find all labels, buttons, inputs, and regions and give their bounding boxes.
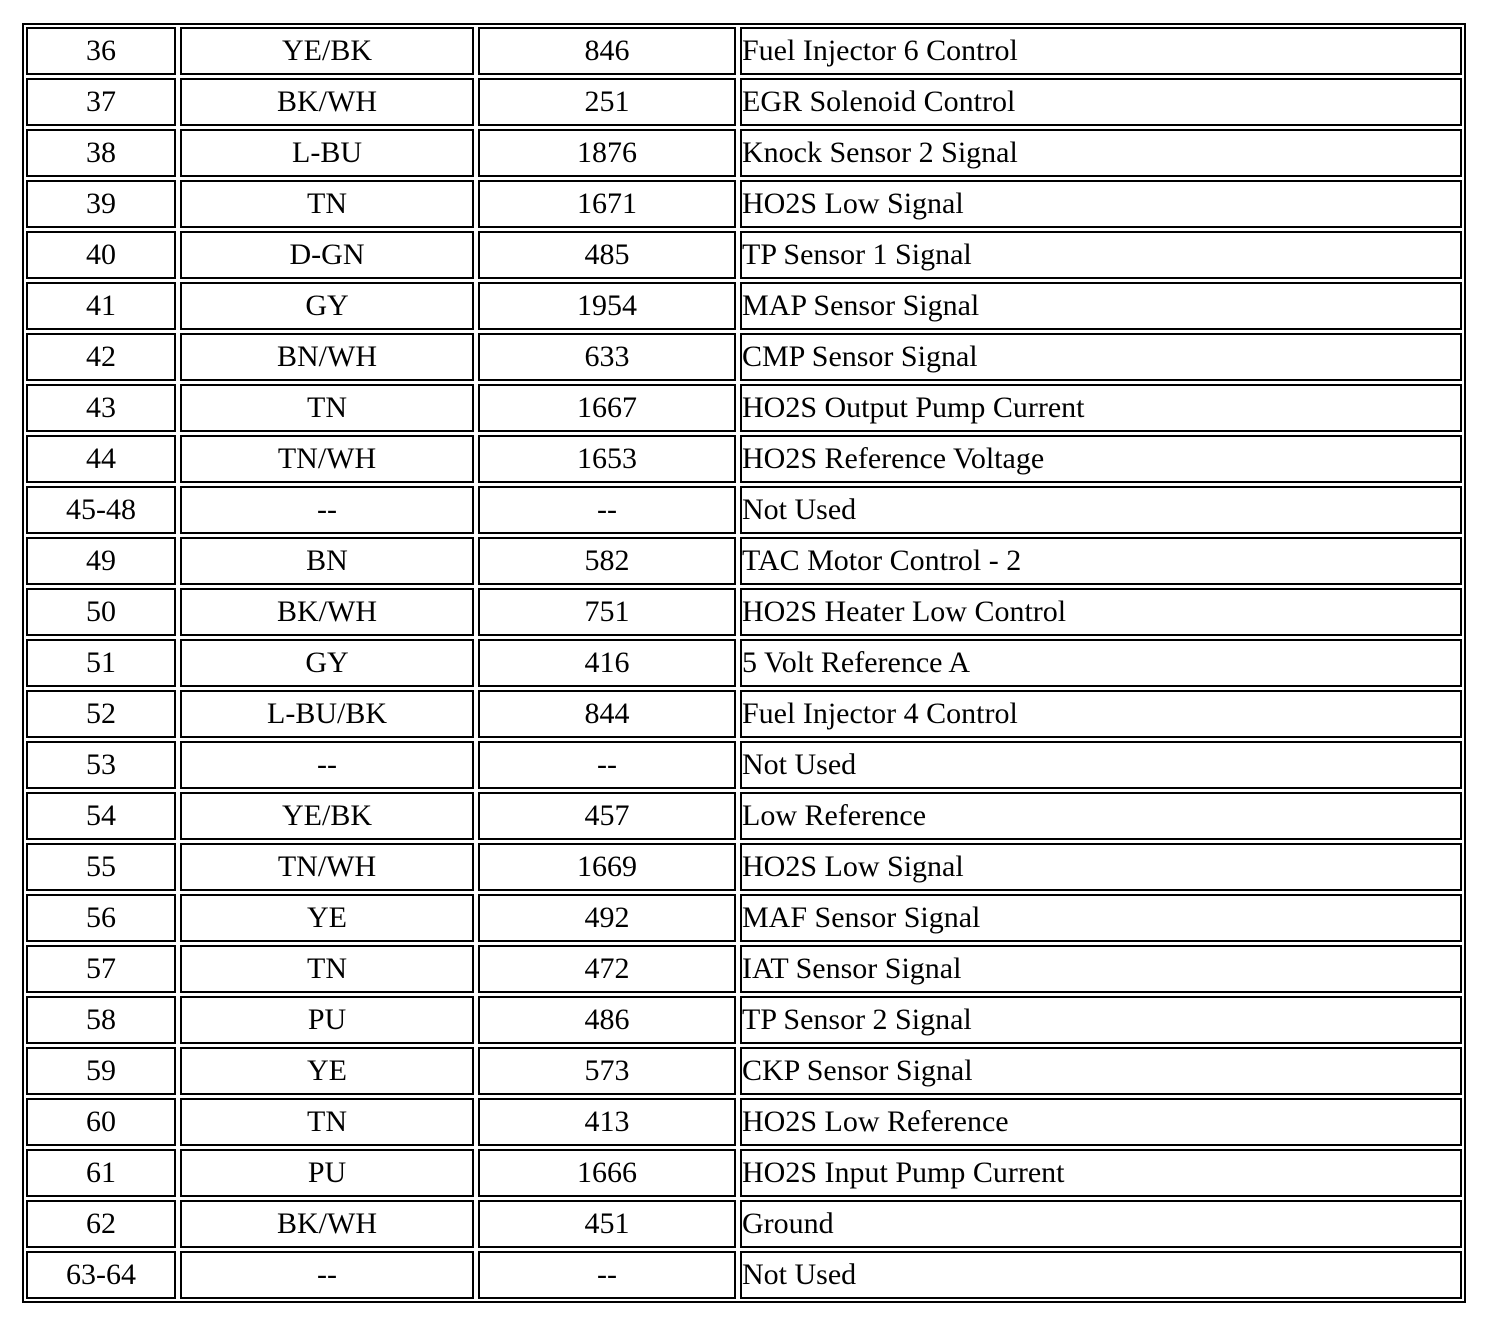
wire-color-cell: TN/WH — [180, 843, 474, 891]
table-row — [26, 1251, 1462, 1299]
pin-number-cell: 61 — [26, 1149, 176, 1197]
function-cell: HO2S Output Pump Current — [740, 384, 1462, 432]
table-row — [26, 384, 1462, 432]
wire-color-cell: BN/WH — [180, 333, 474, 381]
table-row — [26, 435, 1462, 483]
wire-color-cell: PU — [180, 996, 474, 1044]
circuit-number-cell: 486 — [478, 996, 736, 1044]
table-row — [26, 894, 1462, 942]
pin-number-cell: 62 — [26, 1200, 176, 1248]
wire-color-cell: YE — [180, 1047, 474, 1095]
function-cell: MAP Sensor Signal — [740, 282, 1462, 330]
table-row — [26, 1149, 1462, 1197]
circuit-number-cell: 844 — [478, 690, 736, 738]
pin-number-cell: 39 — [26, 180, 176, 228]
circuit-number-cell: 251 — [478, 78, 736, 126]
circuit-number-cell: 846 — [478, 27, 736, 75]
table-row — [26, 333, 1462, 381]
wire-color-cell: YE/BK — [180, 792, 474, 840]
pin-number-cell: 52 — [26, 690, 176, 738]
function-cell: Not Used — [740, 741, 1462, 789]
pin-number-cell: 42 — [26, 333, 176, 381]
table-row — [26, 129, 1462, 177]
table-row — [26, 78, 1462, 126]
pin-number-cell: 63-64 — [26, 1251, 176, 1299]
table-row — [26, 588, 1462, 636]
pin-number-cell: 53 — [26, 741, 176, 789]
wire-color-cell: TN — [180, 945, 474, 993]
pin-number-cell: 38 — [26, 129, 176, 177]
pin-number-cell: 49 — [26, 537, 176, 585]
function-cell: TP Sensor 2 Signal — [740, 996, 1462, 1044]
pin-number-cell: 50 — [26, 588, 176, 636]
pinout-grid — [22, 24, 1466, 1302]
pin-number-cell: 56 — [26, 894, 176, 942]
circuit-number-cell: 751 — [478, 588, 736, 636]
wire-color-cell: -- — [180, 1251, 474, 1299]
circuit-number-cell: 413 — [478, 1098, 736, 1146]
pin-number-cell: 41 — [26, 282, 176, 330]
circuit-number-cell: -- — [478, 741, 736, 789]
function-cell: EGR Solenoid Control — [740, 78, 1462, 126]
wire-color-cell: -- — [180, 741, 474, 789]
circuit-number-cell: 582 — [478, 537, 736, 585]
table-row — [26, 27, 1462, 75]
table-row — [26, 945, 1462, 993]
table-row — [26, 180, 1462, 228]
function-cell: Fuel Injector 4 Control — [740, 690, 1462, 738]
pin-number-cell: 57 — [26, 945, 176, 993]
pin-number-cell: 36 — [26, 27, 176, 75]
pin-number-cell: 55 — [26, 843, 176, 891]
function-cell: Low Reference — [740, 792, 1462, 840]
circuit-number-cell: 492 — [478, 894, 736, 942]
pin-number-cell: 45-48 — [26, 486, 176, 534]
table-row — [26, 690, 1462, 738]
function-cell: MAF Sensor Signal — [740, 894, 1462, 942]
circuit-number-cell: 472 — [478, 945, 736, 993]
function-cell: CKP Sensor Signal — [740, 1047, 1462, 1095]
table-row — [26, 792, 1462, 840]
function-cell: HO2S Heater Low Control — [740, 588, 1462, 636]
wire-color-cell: TN — [180, 384, 474, 432]
wire-color-cell: GY — [180, 282, 474, 330]
circuit-number-cell: 1666 — [478, 1149, 736, 1197]
pin-number-cell: 54 — [26, 792, 176, 840]
function-cell: 5 Volt Reference A — [740, 639, 1462, 687]
wire-color-cell: YE — [180, 894, 474, 942]
wire-color-cell: L-BU/BK — [180, 690, 474, 738]
function-cell: Not Used — [740, 1251, 1462, 1299]
table-row — [26, 282, 1462, 330]
table-row — [26, 996, 1462, 1044]
function-cell: HO2S Input Pump Current — [740, 1149, 1462, 1197]
function-cell: Not Used — [740, 486, 1462, 534]
circuit-number-cell: 416 — [478, 639, 736, 687]
circuit-number-cell: 573 — [478, 1047, 736, 1095]
circuit-number-cell: 457 — [478, 792, 736, 840]
wire-color-cell: BK/WH — [180, 1200, 474, 1248]
table-row — [26, 1098, 1462, 1146]
circuit-number-cell: -- — [478, 486, 736, 534]
table-row — [26, 537, 1462, 585]
function-cell: CMP Sensor Signal — [740, 333, 1462, 381]
circuit-number-cell: -- — [478, 1251, 736, 1299]
circuit-number-cell: 633 — [478, 333, 736, 381]
wire-color-cell: PU — [180, 1149, 474, 1197]
table-row — [26, 231, 1462, 279]
pin-number-cell: 43 — [26, 384, 176, 432]
function-cell: Knock Sensor 2 Signal — [740, 129, 1462, 177]
pin-number-cell: 37 — [26, 78, 176, 126]
pin-number-cell: 40 — [26, 231, 176, 279]
table-row — [26, 486, 1462, 534]
circuit-number-cell: 1653 — [478, 435, 736, 483]
function-cell: HO2S Reference Voltage — [740, 435, 1462, 483]
circuit-number-cell: 1671 — [478, 180, 736, 228]
wire-color-cell: BK/WH — [180, 78, 474, 126]
function-cell: TAC Motor Control - 2 — [740, 537, 1462, 585]
wire-color-cell: BN — [180, 537, 474, 585]
table-row — [26, 1200, 1462, 1248]
circuit-number-cell: 1669 — [478, 843, 736, 891]
circuit-number-cell: 1876 — [478, 129, 736, 177]
table-row — [26, 843, 1462, 891]
function-cell: HO2S Low Reference — [740, 1098, 1462, 1146]
circuit-number-cell: 1667 — [478, 384, 736, 432]
function-cell: HO2S Low Signal — [740, 180, 1462, 228]
wire-color-cell: L-BU — [180, 129, 474, 177]
wire-color-cell: GY — [180, 639, 474, 687]
function-cell: IAT Sensor Signal — [740, 945, 1462, 993]
function-cell: Fuel Injector 6 Control — [740, 27, 1462, 75]
pin-number-cell: 60 — [26, 1098, 176, 1146]
wire-color-cell: -- — [180, 486, 474, 534]
pin-number-cell: 44 — [26, 435, 176, 483]
wire-color-cell: TN — [180, 1098, 474, 1146]
function-cell: TP Sensor 1 Signal — [740, 231, 1462, 279]
circuit-number-cell: 1954 — [478, 282, 736, 330]
pin-number-cell: 51 — [26, 639, 176, 687]
wire-color-cell: YE/BK — [180, 27, 474, 75]
wire-color-cell: BK/WH — [180, 588, 474, 636]
function-cell: HO2S Low Signal — [740, 843, 1462, 891]
pinout-table-body — [26, 27, 1462, 1299]
wire-color-cell: TN/WH — [180, 435, 474, 483]
circuit-number-cell: 485 — [478, 231, 736, 279]
circuit-number-cell: 451 — [478, 1200, 736, 1248]
connector-pinout-table — [22, 23, 1466, 1303]
pin-number-cell: 58 — [26, 996, 176, 1044]
function-cell: Ground — [740, 1200, 1462, 1248]
table-row — [26, 1047, 1462, 1095]
pin-number-cell: 59 — [26, 1047, 176, 1095]
wire-color-cell: TN — [180, 180, 474, 228]
table-row — [26, 741, 1462, 789]
table-row — [26, 639, 1462, 687]
wire-color-cell: D-GN — [180, 231, 474, 279]
